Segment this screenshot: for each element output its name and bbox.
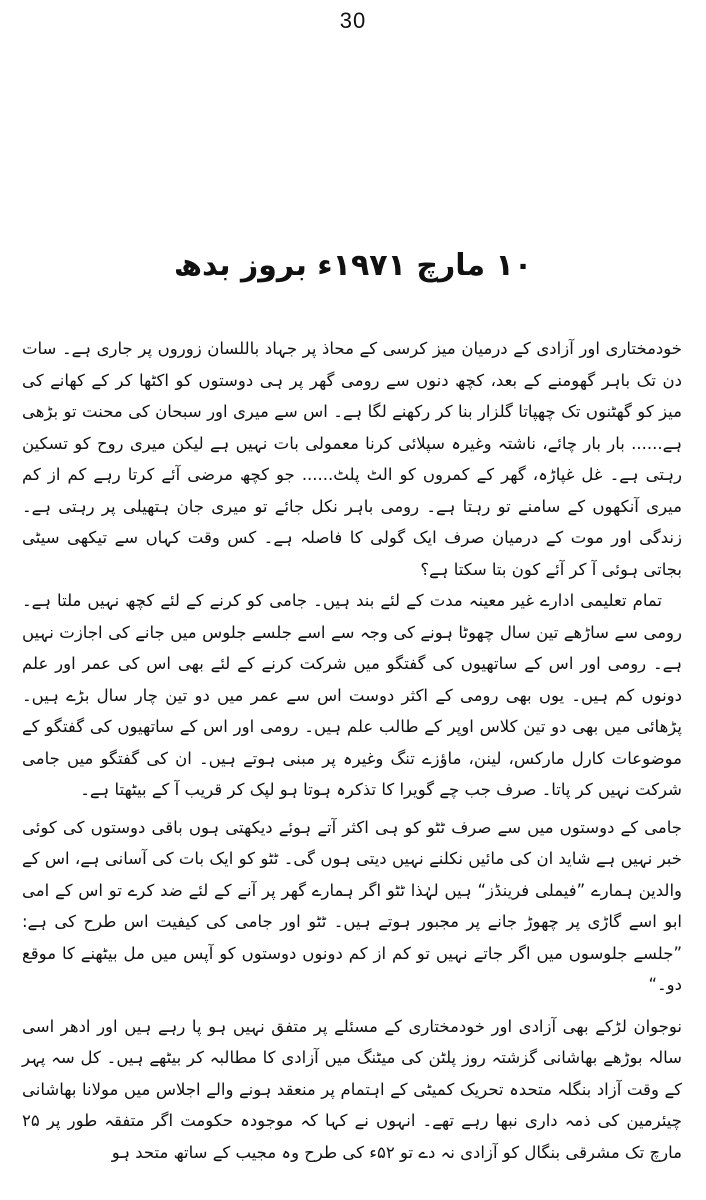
- diary-date-heading: ۱۰ مارچ ۱۹۷۱ء بروز بدھ: [173, 248, 533, 283]
- page-number: 30: [339, 8, 367, 33]
- paragraph-3: جامی کے دوستوں میں سے صرف ٹٹو کو ہی اکثر آتے ہوئے دیکھتی ہوں باقی دوستوں کی کوئی خبر نہیں ہے شاید ان کی مائیں نکلنے نہیں دیتی ہوں گی۔ ٹٹو کو ایک بات کی آسانی ہے، اس کے والدین ہمارے ”فیملی فرینڈز“ ہیں لہٰذا ٹٹو اگر ہمارے گھر پر آنے کے لئے ضد کرے تو اس کے امی ابو اسے گاڑی پر چھوڑ جانے پر مجبور ہوتے ہیں۔ ٹٹو اور جامی کی کیفیت اس طرح کی ہے: ”جلسے جلوسوں میں اگر جاتے نہیں تو کم از کم دونوں دوستوں کو آپس میں مل بیٹھنے کا موقع دو۔“: [22, 817, 682, 994]
- paragraph-4: نوجوان لڑکے بھی آزادی اور خودمختاری کے مسئلے پر متفق نہیں ہو پا رہے ہیں اور ادھر اسی سالہ بوڑھے بھاشانی گزشتہ روز پلٹن کی میٹنگ میں آزادی کا مطالبہ کر بیٹھے ہیں۔ کل سہ پہر کے وقت آزاد بنگلہ متحدہ تحریک کمیٹی کے اہتمام پر منعقد ہونے والے اجلاس میں مولانا بھاشانی چیئرمین کی ذمہ داری نبھا رہے تھے۔ انہوں نے کہا کہ موجودہ حکومت اگر متفقہ طور پر ۲۵ مارچ تک مشرقی بنگال کو آزادی نہ دے تو ۵۲ء کی طرح وہ مجیب کے ساتھ متحد ہو: [22, 1016, 682, 1162]
- paragraph-1: خودمختاری اور آزادی کے درمیان میز کرسی کے محاذ پر جہاد باللسان زوروں پر جاری ہے۔ سات دن تک باہر گھومنے کے بعد، کچھ دنوں سے رومی گھر پر ہی دوستوں کو اکٹھا کر کے کھانے کی میز کو گھٹنوں تک چھپاتا گلزار بنا کر رکھنے لگا ہے۔ اس سے میری اور سبحان کی محنت تو بڑھی ہے...... بار بار چائے، ناشتہ وغیرہ سپلائی کرنا معمولی بات نہیں ہے لیکن میری روح کو تسکین رہتی ہے۔ غل غپاڑہ، گھر کے کمروں کو الٹ پلٹ...... جو کچھ مرضی آئے کرتا رہے کم از کم میری آنکھوں کے سامنے تو رہتا ہے۔ رومی باہر نکل جائے تو میری جان ہتھیلی پر رہتی ہے۔ زندگی اور موت کے درمیان صرف ایک گولی کا فاصلہ ہے۔ کس وقت کہاں سے تیکھی سیٹی بجاتی ہوئی آ کر آئے کون بتا سکتا ہے؟: [22, 339, 682, 579]
- paragraph-2: تمام تعلیمی ادارے غیر معینہ مدت کے لئے بند ہیں۔ جامی کو کرنے کے لئے کچھ نہیں ملتا ہے۔ رومی سے ساڑھے تین سال چھوٹا ہونے کی وجہ سے اسے جلسے جلوس میں جانے کی اجازت نہیں ہے۔ رومی اور اس کے ساتھیوں کی گفتگو میں شرکت کرنے کے لئے بھی اس کی عمر اور علم دونوں کم ہیں۔ یوں بھی رومی کے اکثر دوست اس سے عمر میں دو تین چار سال بڑے ہیں۔ پڑھائی میں بھی دو تین کلاس اوپر کے طالب علم ہیں۔ رومی اور اس کے ساتھیوں کی گفتگو کے موضوعات کارل مارکس، لینن، ماؤزے تنگ وغیرہ پر مبنی ہوتے ہیں۔ ان کی گفتگو میں جامی شرکت نہیں کر پاتا۔ صرف جب چے گویرا کا تذکرہ ہوتا ہو لپک کر قریب آ کے بیٹھتا ہے۔: [22, 591, 682, 799]
- page-body: [22, 333, 682, 1168]
